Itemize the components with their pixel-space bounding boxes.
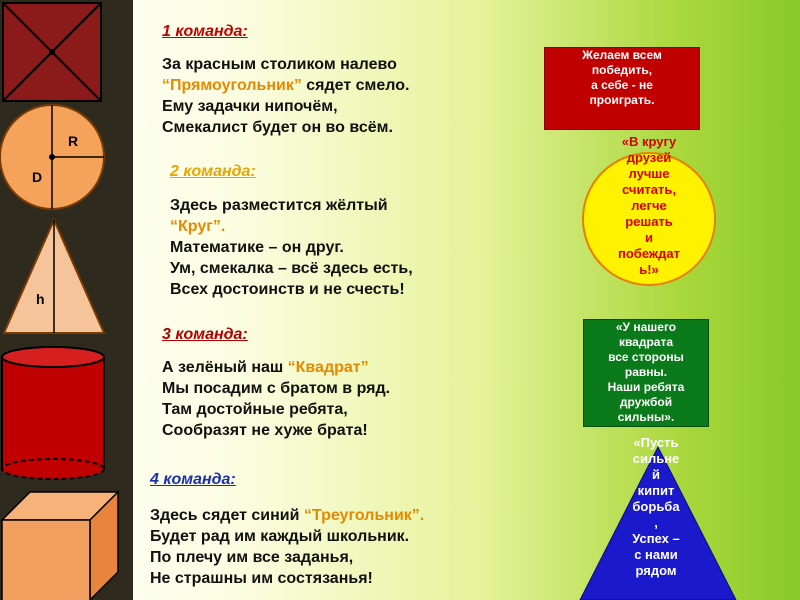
team4-line-1: Здесь сядет синий “Треугольник”. bbox=[150, 507, 425, 524]
diameter-label: D bbox=[32, 169, 43, 185]
red-motto-line: а себе - не bbox=[591, 78, 653, 92]
team2-line-1: Здесь разместится жёлтый bbox=[170, 197, 388, 214]
crossed-square-icon bbox=[3, 3, 101, 101]
team3-line-1: А зелёный наш “Квадрат” bbox=[162, 359, 369, 376]
team4-line-3: По плечу им все заданья, bbox=[150, 549, 354, 566]
team2-line-4: Ум, смекалка – всё здесь есть, bbox=[170, 260, 413, 277]
green-motto-line: «У нашего bbox=[615, 320, 677, 334]
team2-verse bbox=[170, 195, 413, 300]
team3-line-4: Сообразят не хуже брата! bbox=[162, 422, 368, 439]
yellow-motto-line: лучше bbox=[628, 166, 670, 181]
team2-line-5: Всех достоинств и не счесть! bbox=[170, 281, 405, 298]
circle-shape-icon bbox=[0, 105, 104, 209]
team3-line-3: Там достойные ребята, bbox=[162, 401, 348, 418]
green-motto-box bbox=[583, 319, 709, 427]
blue-motto-line: й bbox=[652, 467, 660, 482]
team1-line-3: Ему задачки нипочём, bbox=[162, 98, 338, 115]
radius-label: R bbox=[68, 133, 79, 149]
team3-block bbox=[162, 325, 248, 345]
team4-block bbox=[150, 470, 236, 490]
cylinder-shape-icon bbox=[2, 347, 104, 479]
green-motto-line: сильны». bbox=[617, 410, 675, 424]
team3-line-2: Мы посадим с братом в ряд. bbox=[162, 380, 391, 397]
team2-heading: 2 команда: bbox=[170, 163, 256, 180]
team3-verse bbox=[162, 357, 390, 441]
blue-motto-line: борьба bbox=[632, 499, 680, 514]
green-motto-line: Наши ребята bbox=[607, 380, 685, 394]
team4-verse bbox=[150, 505, 424, 589]
team1-verse bbox=[162, 54, 409, 138]
red-motto-line: Желаем всем bbox=[582, 48, 662, 62]
yellow-motto-line: решать bbox=[625, 214, 673, 229]
blue-motto-line: сильне bbox=[632, 451, 680, 466]
blue-motto-line: «Пусть bbox=[633, 435, 679, 450]
red-motto-line: победить, bbox=[591, 63, 653, 77]
team1-block bbox=[162, 22, 248, 42]
team2-line-3: Математике – он друг. bbox=[170, 239, 344, 256]
yellow-motto-line: «В кругу bbox=[621, 134, 677, 149]
team4-line-2: Будет рад им каждый школьник. bbox=[150, 528, 410, 545]
yellow-motto-line: считать, bbox=[622, 182, 676, 197]
cube-shape-icon bbox=[2, 492, 118, 600]
blue-motto-line: Успех – bbox=[632, 531, 680, 546]
green-motto-line: квадрата bbox=[618, 335, 674, 349]
blue-motto-line: с нами bbox=[634, 547, 678, 562]
team2-block bbox=[170, 162, 256, 182]
yellow-motto-line: легче bbox=[631, 198, 667, 213]
yellow-motto-line: побеждат bbox=[618, 246, 680, 261]
yellow-motto-line: и bbox=[645, 230, 653, 245]
height-label: h bbox=[36, 291, 45, 307]
team1-heading: 1 команда: bbox=[162, 23, 248, 40]
red-motto-box bbox=[544, 47, 700, 130]
team1-line-2: “Прямоугольник” сядет смело. bbox=[162, 77, 410, 94]
red-motto-line: проиграть. bbox=[589, 93, 655, 107]
team1-line-4: Смекалист будет он во всём. bbox=[162, 119, 393, 136]
blue-motto-line: рядом bbox=[635, 563, 677, 578]
yellow-motto-line: ь!» bbox=[639, 262, 659, 277]
yellow-motto-text bbox=[604, 134, 694, 278]
triangle-shape-icon bbox=[4, 220, 104, 333]
team4-heading: 4 команда: bbox=[150, 471, 236, 488]
green-motto-line: дружбой bbox=[619, 395, 673, 409]
shapes-panel bbox=[0, 0, 134, 600]
blue-motto-text bbox=[616, 435, 696, 579]
blue-motto-line: , bbox=[654, 515, 658, 530]
team3-heading: 3 команда: bbox=[162, 326, 248, 343]
green-motto-line: все стороны bbox=[608, 350, 684, 364]
team2-line-2: “Круг”. bbox=[170, 218, 226, 235]
team1-line-1: За красным столиком налево bbox=[162, 56, 397, 73]
team4-line-4: Не страшны им состязанья! bbox=[150, 570, 373, 587]
blue-motto-line: кипит bbox=[637, 483, 675, 498]
green-motto-line: равны. bbox=[624, 365, 668, 379]
yellow-motto-line: друзей bbox=[626, 150, 672, 165]
